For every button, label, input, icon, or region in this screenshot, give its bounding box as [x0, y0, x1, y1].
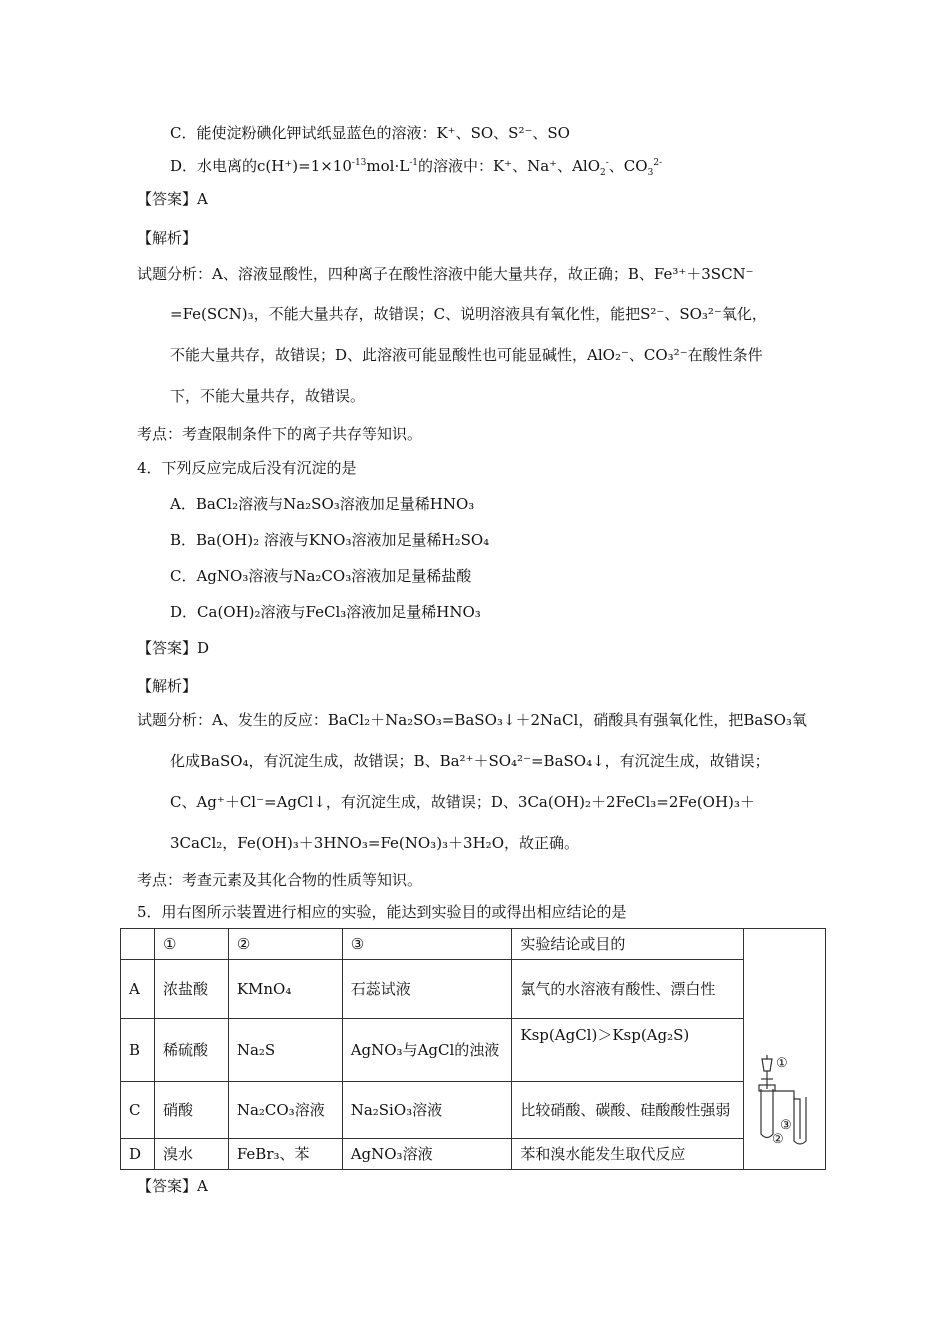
q4-answer: 【答案】D	[137, 639, 210, 657]
q3-analysis-line3: 不能大量共存，故错误；D、此溶液可能显酸性也可能显碱性，AlO₂⁻、CO₃²⁻在酸性条件	[170, 346, 763, 364]
q3-analysis-label: 【解析】	[137, 229, 198, 247]
q5-header-row	[121, 929, 826, 960]
cell-reagent-2: Na₂CO₃溶液	[228, 1082, 342, 1139]
q5-header-cell: ②	[228, 929, 342, 960]
q3-answer: 【答案】A	[137, 190, 208, 208]
q5-header-cell: 实验结论或目的	[512, 929, 744, 960]
cell-reagent-2: KMnO₄	[228, 959, 342, 1018]
q4-option-d: D．Ca(OH)₂溶液与FeCl₃溶液加足量稀HNO₃	[170, 603, 481, 621]
table-row	[121, 1018, 826, 1081]
q4-analysis-line1: 试题分析：A、发生的反应：BaCl₂＋Na₂SO₃=BaSO₃↓＋2NaCl，硝酸具有强氧化性，把BaSO₃氧	[137, 711, 807, 729]
cell-conclusion: 比较硝酸、碳酸、硅酸酸性强弱	[512, 1082, 744, 1139]
q5-figure-cell	[743, 929, 825, 1170]
table-row	[121, 1139, 826, 1170]
q4-stem: 4．下列反应完成后没有沉淀的是	[137, 459, 357, 477]
row-label: C	[121, 1082, 155, 1139]
q5-header-cell: ①	[154, 929, 228, 960]
cell-reagent-2: Na₂S	[228, 1018, 342, 1081]
q5-stem: 5．用右图所示装置进行相应的实验，能达到实验目的或得出相应结论的是	[137, 903, 627, 921]
row-label: A	[121, 959, 155, 1018]
fig-label-2: ②	[771, 1132, 784, 1147]
q4-option-c: C．AgNO₃溶液与Na₂CO₃溶液加足量稀盐酸	[170, 567, 472, 585]
cell-reagent-1: 溴水	[154, 1139, 228, 1170]
table-row	[121, 1082, 826, 1139]
cell-reagent-3: AgNO₃溶液	[342, 1139, 512, 1170]
q3-option-d: D．水电离的$c(H^+)=1\times 10^{-13}mol\cdot L^{-1}$的溶液中：K⁺、Na⁺、AlO$_2$-、$CO_3^{2-}$	[170, 157, 663, 178]
q4-analysis-line3: C、Ag⁺＋Cl⁻=AgCl↓，有沉淀生成，故错误；D、3Ca(OH)₂＋2FeCl₃=2Fe(OH)₃＋	[170, 793, 755, 811]
left-test-tube	[761, 1089, 773, 1138]
fig-label-1: ①	[775, 1056, 788, 1071]
q4-analysis-line2: 化成BaSO₄，有沉淀生成，故错误；B、Ba²⁺＋SO₄²⁻=BaSO₄↓，有沉淀生成，故错误；	[170, 752, 770, 770]
cell-conclusion: 苯和溴水能发生取代反应	[512, 1139, 744, 1170]
cell-reagent-3: AgNO₃与AgCl的浊液	[342, 1018, 512, 1081]
q3-kaodian: 考点：考查限制条件下的离子共存等知识。	[137, 425, 423, 443]
q4-option-a: A．BaCl₂溶液与Na₂SO₃溶液加足量稀HNO₃	[170, 495, 475, 513]
row-label: D	[121, 1139, 155, 1170]
q3-option-c: C．能使淀粉碘化钾试纸显蓝色的溶液：K⁺、SO、S²⁻、SO	[170, 124, 570, 142]
q3-analysis-line1: 试题分析：A、溶液显酸性，四种离子在酸性溶液中能大量共存，故正确；B、Fe³⁺＋3SCN⁻	[137, 265, 754, 283]
q4-option-b: B．Ba(OH)₂ 溶液与KNO₃溶液加足量稀H₂SO₄	[170, 531, 490, 549]
funnel-body	[762, 1059, 772, 1071]
fig-label-3: ③	[779, 1118, 792, 1133]
cell-reagent-1: 浓盐酸	[154, 959, 228, 1018]
q5-header-cell: ③	[342, 929, 512, 960]
q4-kaodian: 考点：考查元素及其化合物的性质等知识。	[137, 871, 423, 889]
q5-table	[120, 928, 826, 1170]
q3-analysis-line4: 下，不能大量共存，故错误。	[170, 387, 366, 405]
q5-header-cell	[121, 929, 155, 960]
cell-conclusion: Ksp(AgCl)＞Ksp(Ag₂S)	[512, 1018, 744, 1081]
q3-analysis-line2: =Fe(SCN)₃，不能大量共存，故错误；C、说明溶液具有氧化性，能把S²⁻、SO₃²⁻氧化，	[170, 305, 767, 323]
cell-reagent-3: 石蕊试液	[342, 959, 512, 1018]
apparatus-figure	[744, 929, 824, 1169]
cell-reagent-1: 稀硫酸	[154, 1018, 228, 1081]
cell-reagent-2: FeBr₃、苯	[228, 1139, 342, 1170]
q4-analysis-line4: 3CaCl₂，Fe(OH)₃＋3HNO₃=Fe(NO₃)₃＋3H₂O，故正确。	[170, 834, 579, 852]
q4-analysis-label: 【解析】	[137, 677, 198, 695]
row-label: B	[121, 1018, 155, 1081]
cell-reagent-3: Na₂SiO₃溶液	[342, 1082, 512, 1139]
cell-reagent-1: 硝酸	[154, 1082, 228, 1139]
q5-answer: 【答案】A	[137, 1177, 208, 1195]
cell-conclusion: 氯气的水溶液有酸性、漂白性	[512, 959, 744, 1018]
table-row	[121, 959, 826, 1018]
